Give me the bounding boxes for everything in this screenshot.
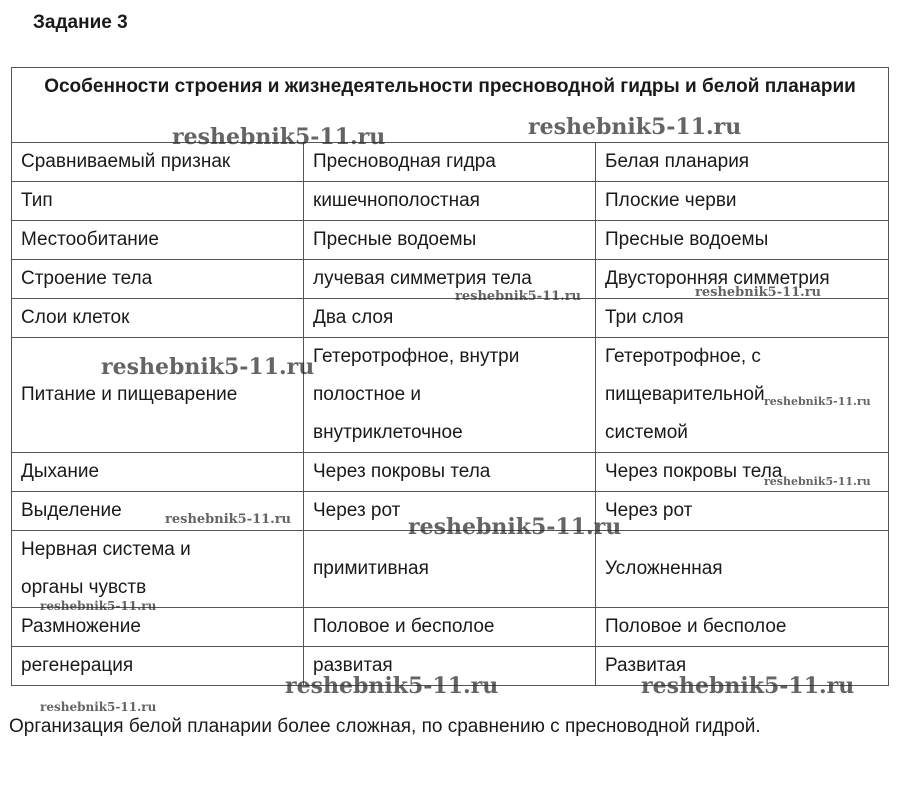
table-caption: Особенности строения и жизнедеятельности пресноводной гидры и белой планарии [12,68,889,143]
watermark: reshebnik5-11.ru [101,354,315,380]
table-cell: Тип [12,182,304,221]
table-cell: Размножение [12,608,304,647]
table-cell: Усложненная [596,531,889,608]
table-cell: развитая [304,647,596,686]
table-cell: Половое и бесполое [596,608,889,647]
table-cell: Местообитание [12,221,304,260]
watermark: reshebnik5-11.ru [40,700,157,714]
table-row [12,608,889,647]
conclusion-text: Организация белой планарии более сложная, по сравнению с пресноводной гидрой. [9,716,761,737]
table-cell: Через покровы тела [304,453,596,492]
table-cell: регенерация [12,647,304,686]
header-cell: Сравниваемый признак [12,143,304,182]
table-cell: Гетеротрофное, внутри полостное и внутриклеточное [304,338,596,453]
watermark: reshebnik5-11.ru [695,285,822,300]
table-cell: Половое и бесполое [304,608,596,647]
table-cell: Двусторонняя симметрия [596,260,889,299]
table-row [12,453,889,492]
table-row [12,531,889,608]
table-cell: примитивная [304,531,596,608]
watermark: reshebnik5-11.ru [455,289,582,304]
table-cell: Выделение [12,492,304,531]
table-cell: Пресные водоемы [304,221,596,260]
watermark: reshebnik5-11.ru [285,673,499,699]
table-cell: Пресные водоемы [596,221,889,260]
table-cell: Слои клеток [12,299,304,338]
watermark: reshebnik5-11.ru [40,599,157,613]
table-row [12,221,889,260]
table-row [12,260,889,299]
task-title: Задание 3 [33,12,128,33]
header-cell: Пресноводная гидра [304,143,596,182]
table-cell: Через рот [304,492,596,531]
watermark: reshebnik5-11.ru [764,475,871,488]
table-row [12,182,889,221]
watermark: reshebnik5-11.ru [172,124,386,150]
table-cell: Гетеротрофное, с пищеварительной системой [596,338,889,453]
table-cell: Плоские черви [596,182,889,221]
table-header-row [12,143,889,182]
table-cell: Через рот [596,492,889,531]
table-row [12,338,889,453]
table-cell: Строение тела [12,260,304,299]
table-cell: кишечнополостная [304,182,596,221]
table-cell: Развитая [596,647,889,686]
watermark: reshebnik5-11.ru [528,114,742,140]
table-cell: Нервная система и органы чувств [12,531,304,608]
watermark: reshebnik5-11.ru [641,673,855,699]
table-cell: лучевая симметрия тела [304,260,596,299]
table-cell: Три слоя [596,299,889,338]
comparison-table [11,67,889,686]
watermark: reshebnik5-11.ru [165,512,292,527]
table-row [12,492,889,531]
table-cell: Через покровы тела [596,453,889,492]
table-cell: Дыхание [12,453,304,492]
table-cell: Два слоя [304,299,596,338]
watermark: reshebnik5-11.ru [764,395,871,408]
watermark: reshebnik5-11.ru [408,514,622,540]
table-row [12,647,889,686]
table-row [12,299,889,338]
table-cell: Питание и пищеварение [12,338,304,453]
header-cell: Белая планария [596,143,889,182]
